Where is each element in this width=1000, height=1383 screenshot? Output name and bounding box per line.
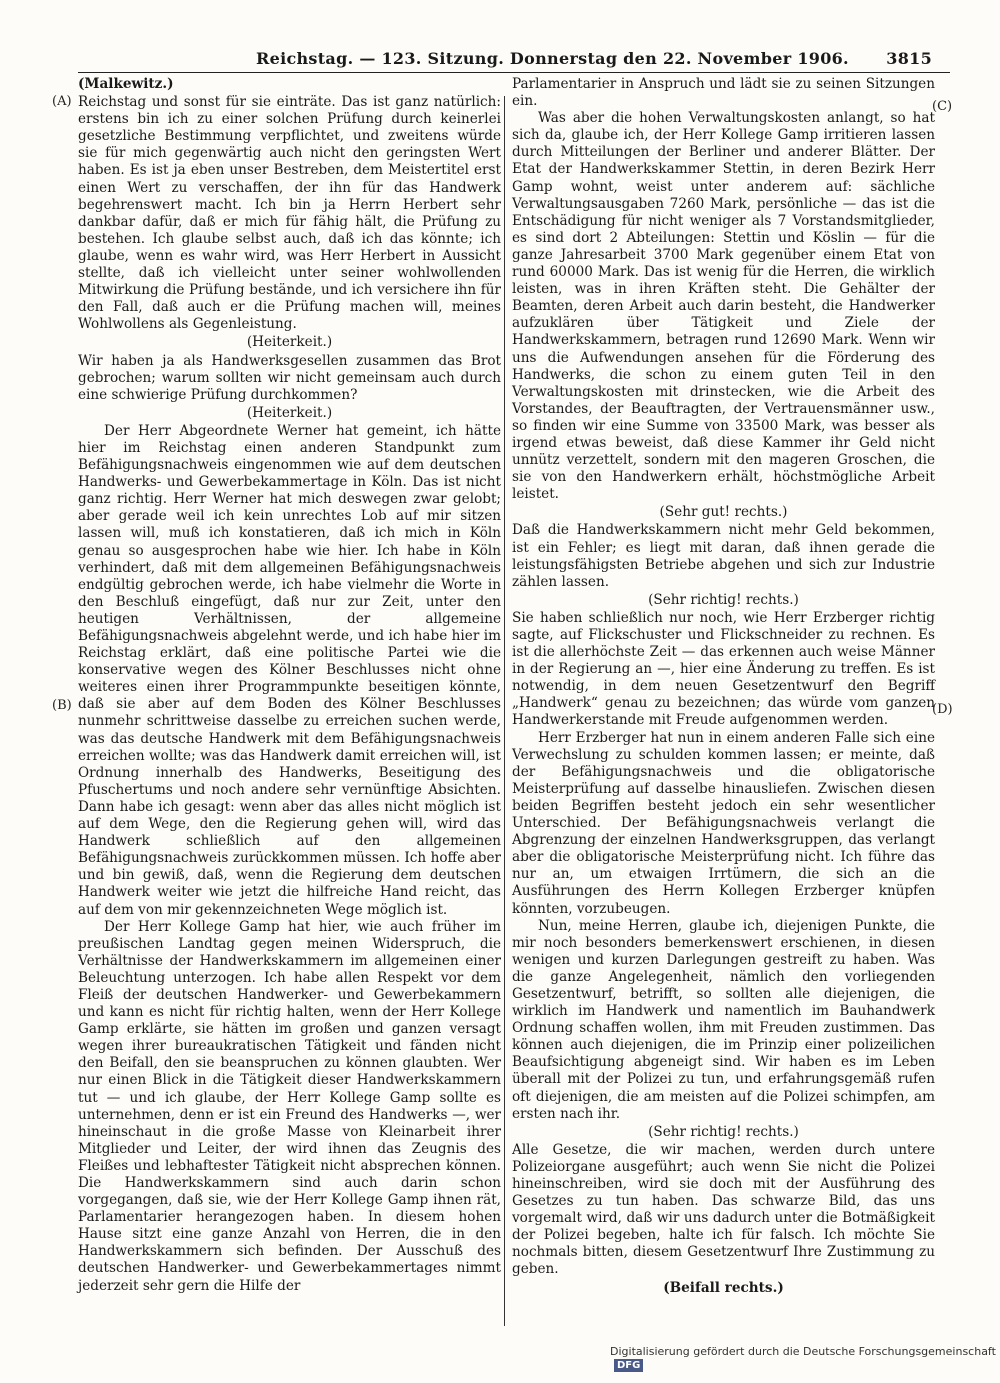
paragraph: Daß die Handwerkskammern nicht mehr Geld bekommen, ist ein Fehler; es liegt mit daran, daß ihnen gerade die leistungsfähigsten Betriebe abgehen und sich zur Industrie zählen lassen. <box>512 522 935 590</box>
right-column <box>512 76 935 1298</box>
interjection: (Beifall rechts.) <box>663 1279 784 1296</box>
page-number: 3815 <box>886 49 932 68</box>
interjection: (Heiterkeit.) <box>246 334 333 351</box>
footer-text: Digitalisierung gefördert durch die Deutsche Forschungsgemeinschaft <box>610 1345 996 1358</box>
paragraph: Reichstag und sonst für sie einträte. Das ist ganz natürlich: erstens bin ich zu einer solchen Prüfung durch keinerlei gesetzliche Bestimmung verpflichtet, und zweitens würde sie für mich gegenwärtig auch nicht den geringsten Wert haben. Es ist ja eben unser Bestreben, dem Meistertitel erst einen Wert zu verschaffen, der ihn für das Handwerk begehrenswert macht. Ich bin ja Herrn Herbert sehr dankbar dafür, daß er mich für fähig hält, die Prüfung zu bestehen. Ich glaube selbst auch, daß ich das könnte; ich glaube, wenn es wahr wird, was Herr Herbert in Aussicht stellte, daß ich vielleicht unter seiner wohlwollenden Mitwirkung die Prüfung bestände, und ich versichere ihn für den Fall, daß auch er die Prüfung machen will, meines Wohlwollens als Gegenleistung. <box>78 94 501 333</box>
header-title: Reichstag. — 123. Sitzung. Donnerstag den 22. November 1906. <box>256 49 849 68</box>
paragraph: Der Herr Kollege Gamp hat hier, wie auch früher im preußischen Landtag gegen meinen Widerspruch, die Verhältnisse der Handwerkskammern im allgemeinen einer Beleuchtung unterzogen. Ich habe allen Respekt vor dem Fleiß der deutschen Handwerker- und Gewerbekammern und kann es nicht für richtig halten, wenn der Herr Kollege Gamp erklärte, sie hätten im großen und ganzen versagt wegen ihrer bureaukratischen Tätigkeit und fänden nicht den Beifall, den sie beanspruchen zu können glaubten. Wer nur einen Blick in die Tätigkeit dieser Handwerkskammern tut — und ich glaube, der Herr Kollege Gamp sollte es unternehmen, denn er ist ein Freund des Handwerks —, wer hineinschaut in die große Masse von Kleinarbeit ihrer Mitglieder und Leiter, der wird ihnen das Zeugnis des Fleißes und lebhaftester Tätigkeit nicht absprechen können. Die Handwerkskammern sind auch darin schon vorgegangen, daß sie, wie der Herr Kollege Gamp ihnen rät, Parlamentarier herangezogen haben. In diesem hohen Hause sitzt eine ganze Anzahl von Herren, die in den Handwerkskammern sich befinden. Der Ausschuß des deutschen Handwerker- und Gewerbekammertages nimmt jederzeit sehr gern die Hilfe der <box>78 918 501 1294</box>
paragraph: Der Herr Abgeordnete Werner hat gemeint, ich hätte hier im Reichstag einen anderen Standpunkt zum Befähigungsnachweis eingenommen wie auf dem deutschen Handwerks- und Gewerbekammertage in Köln. Das ist nicht ganz richtig. Herr Werner hat mich deswegen zwar gelobt; aber gerade weil ich kein unrechtes Lob auf mir sitzen lassen will, muß ich konstatieren, daß ich mich in Köln genau so ausgesprochen habe wie hier. Ich habe in Köln verhindert, daß mit dem allgemeinen Befähigungsnachweis endgültig gebrochen werde, ich habe vielmehr die Worte in den Beschluß eingefügt, daß nur zur Zeit, unter den heutigen Verhältnissen, der allgemeine Befähigungsnachweis abgelehnt werde, und ich habe hier im Reichstag erklärt, daß eine politische Partei wie die konservative wegen des Kölner Beschlusses nicht ohne weiteres einen ihrer Programmpunkte beseitigen könnte, daß sie aber auf dem Boden des Kölner Beschlusses nunmehr schrittweise dasselbe zu erreichen suchen werde, was das deutsche Handwerk mit dem Befähigungsnachweis erreichen wollte; was das Handwerk damit erreichen will, ist Ordnung innerhalb des Handwerks, Beseitigung des Pfuschertums und noch andere sehr vernünftige Absichten. Dann habe ich gesagt: wenn aber das alles nicht möglich ist auf dem Wege, den die Regierung gehen will, wird das Handwerk schließlich auf den allgemeinen Befähigungsnachweis zurückkommen müssen. Ich hoffe aber und bin gewiß, daß, wenn die Regierung dem deutschen Handwerk weiter wie jetzt die hilfreiche Hand reicht, das auf dem von mir gekennzeichneten Wege möglich ist. <box>78 422 501 918</box>
paragraph: Was aber die hohen Verwaltungskosten anlangt, so hat sich da, glaube ich, der Herr Kollege Gamp irritieren lassen durch Mitteilungen der Berliner und anderer Blätter. Der Etat der Handwerkskammer Stettin, in deren Bezirk Herr Gamp wohnt, weist unter anderem auf: sächliche Verwaltungsausgaben 7260 Mark, persönliche — das ist die Entschädigung für nicht weniger als 7 Vorstandsmitglieder, es sind dort 2 Abteilungen: Stettin und Köslin — für die ganze Jahresarbeit 3700 Mark gegenüber einem Etat von rund 60000 Mark. Das ist wenig für die Herren, die wirklich leisten, was in ihren Kräften steht. Die Gehälter der Beamten, deren Arbeit auch darin besteht, die Handwerker aufzuklären über Tätigkeit und Ziele der Handwerkskammern, betragen rund 12690 Mark. Wenn wir uns die Aufwendungen ansehen für die Förderung des Handwerks, die schon zu einem guten Teil in den Verwaltungskosten mit drinstecken, wie die Arbeit des Vorstandes, der Beauftragten, der Vertrauensmänner usw., so finden wir eine Summe von 33500 Mark, was besser als irgend etwas beweist, daß diese Kammer ihr Geld nicht unnütz verzettelt, sondern mit den mageren Groschen, die sie von den Handwerkern erhält, höchstmögliche Arbeit leistet. <box>512 110 935 503</box>
paragraph: Alle Gesetze, die wir machen, werden durch untere Polizeiorgane ausgeführt; auch wenn Sie nicht die Polizei hineinschreiben, wird sie doch mit der Ausführung des Gesetzes zu tun haben. Das schwarze Bild, das uns vorgemalt wird, daß wir uns dadurch unter die Botmäßigkeit der Polizei begeben, halte ich für falsch. Ich möchte Sie nochmals bitten, diesem Gesetzentwurf Ihre Zustimmung zu geben. <box>512 1141 935 1278</box>
interjection: (Heiterkeit.) <box>246 404 333 421</box>
margin-mark-d: (D) <box>932 702 953 717</box>
paragraph: Herr Erzberger hat nun in einem anderen Falle sich eine Verwechslung zu schulden kommen lassen; er meinte, daß der Befähigungsnachweis und die obligatorische Meisterprüfung auf dasselbe hinausliefen. Zwischen diesen beiden Begriffen besteht jedoch ein sehr wesentlicher Unterschied. Der Befähigungsnachweis verlangt die Abgrenzung der einzelnen Handwerksgruppen, das verlangt aber die obligatorische Meisterprüfung nicht. Ich führe das nur an, um etwaigen Irrtümern, die sich an die Ausführungen des Herrn Kollegen Erzberger knüpfen könnten, vorzubeugen. <box>512 729 935 917</box>
dfg-logo: DFG <box>614 1359 643 1372</box>
interjection: (Sehr richtig! rechts.) <box>648 1123 799 1140</box>
paragraph: Nun, meine Herren, glaube ich, diejenigen Punkte, die mir noch besonders bemerkenswert erschienen, in diesen wenigen und kurzen Darlegungen gestreift zu haben. Was die ganze Angelegenheit, nämlich den vorliegenden Gesetzentwurf, betrifft, so sollten alle diejenigen, die wirklich im Handwerk und namentlich im Bauhandwerk Ordnung schaffen wollen, ihm mit Freuden zustimmen. Das können auch diejenigen, die im Prinzip einer polizeilichen Beaufsichtigung abgeneigt sind. Wir haben es im Leben überall mit der Polizei zu tun, und erfahrungsgemäß rufen oft diejenigen, die am meisten auf die Polizei schimpfen, am ersten nach ihr. <box>512 917 935 1122</box>
speaker-name: (Malkewitz.) <box>78 76 174 92</box>
left-column <box>78 76 501 1295</box>
paragraph: Wir haben ja als Handwerksgesellen zusammen das Brot gebrochen; warum sollten wir nicht gemeinsam auch durch eine schwierige Prüfung durchkommen? <box>78 352 501 403</box>
interjection: (Sehr gut! rechts.) <box>659 504 788 521</box>
interjection: (Sehr richtig! rechts.) <box>648 591 799 608</box>
paragraph: Sie haben schließlich nur noch, wie Herr Erzberger richtig sagte, auf Flickschuster und Flickschneider zu rechnen. Es ist die allerhöchste Zeit — das erkennen auch weise Männer in der Regierung an —, hier eine Änderung zu treffen. Es ist notwendig, in dem neuen Gesetzentwurf den Begriff „Handwerk“ genau zu bezeichnen; das würde vom ganzen Handwerkerstande mit Freude aufgenommen werden. <box>512 609 935 729</box>
margin-mark-b: (B) <box>52 698 72 713</box>
margin-mark-a: (A) <box>52 94 72 109</box>
column-divider <box>504 96 505 1326</box>
paragraph: Parlamentarier in Anspruch und lädt sie zu seinen Sitzungen ein. <box>512 76 935 110</box>
footer <box>610 1345 1000 1372</box>
margin-mark-c: (C) <box>932 99 953 114</box>
page-header <box>78 46 950 73</box>
